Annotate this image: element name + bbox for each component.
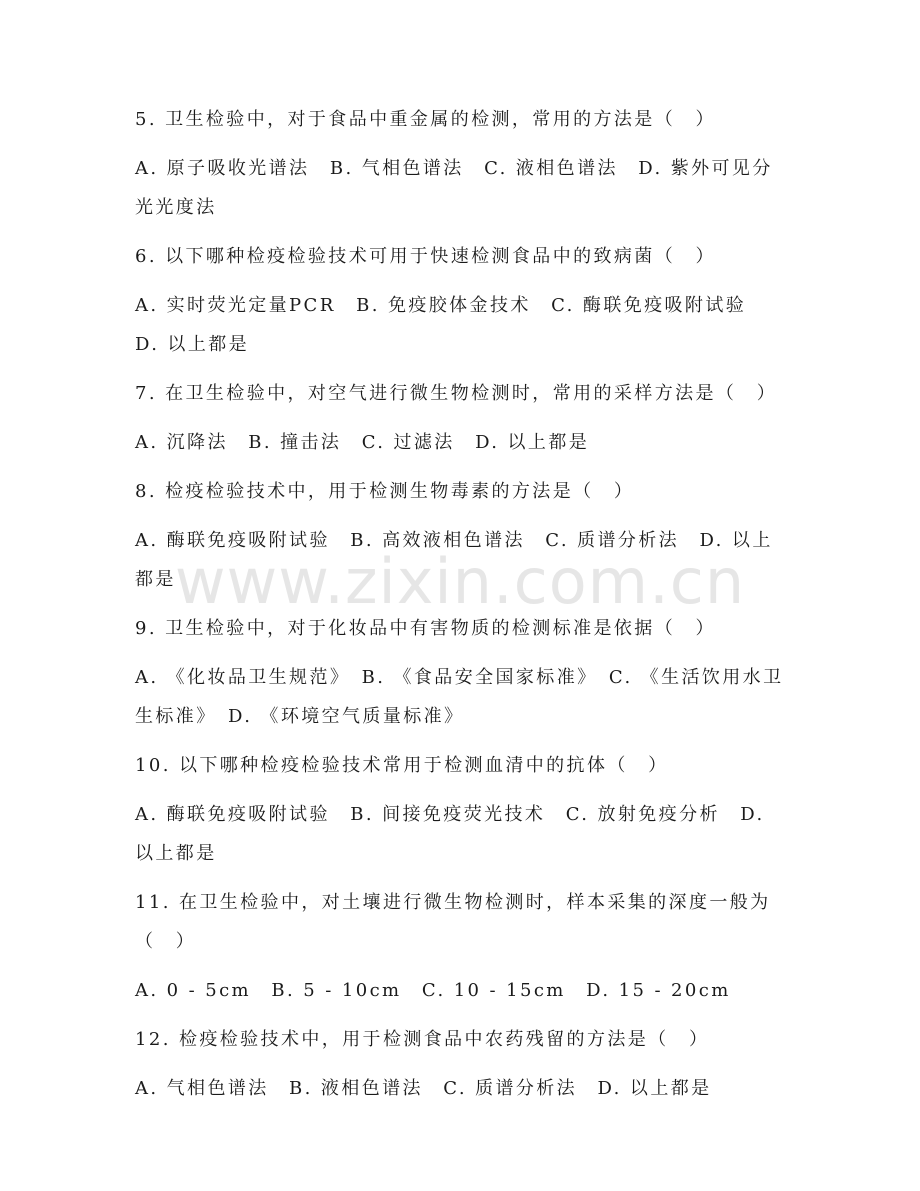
question-text: 8. 检疫检验技术中，用于检测生物毒素的方法是（ ） [135,481,635,502]
question-block-9 [135,609,785,736]
question-text: 7. 在卫生检验中，对空气进行微生物检测时，常用的采样方法是（ ） [135,383,778,404]
question-text: 6. 以下哪种检疫检验技术可用于快速检测食品中的致病菌（ ） [135,246,716,267]
question-options: A. 气相色谱法 B. 液相色谱法 C. 质谱分析法 D. 以上都是 [135,1078,712,1099]
question-block-12 [135,1020,785,1108]
question-block-10 [135,746,785,873]
question-options: A. 原子吸收光谱法 B. 气相色谱法 C. 液相色谱法 D. 紫外可见分光光度法 [135,158,773,218]
question-block-7 [135,374,785,462]
question-text: 10. 以下哪种检疫检验技术常用于检测血清中的抗体（ ） [135,755,669,776]
question-text: 12. 检疫检验技术中，用于检测食品中农药残留的方法是（ ） [135,1029,710,1050]
watermark: www.zixin.com.cn [174,545,746,618]
question-options: A. 沉降法 B. 撞击法 C. 过滤法 D. 以上都是 [135,432,590,453]
question-options: A. 酶联免疫吸附试验 B. 高效液相色谱法 C. 质谱分析法 D. 以上都是 [135,530,773,590]
question-block-5 [135,100,785,227]
question-block-8 [135,472,785,599]
question-options: A. 酶联免疫吸附试验 B. 间接免疫荧光技术 C. 放射免疫分析 D. 以上都是 [135,804,765,864]
question-options: A. 0 - 5cm B. 5 - 10cm C. 10 - 15cm D. 15 - 20cm [135,980,731,1001]
question-text: 5. 卫生检验中，对于食品中重金属的检测，常用的方法是（ ） [135,109,716,130]
question-block-6 [135,237,785,364]
question-text: 9. 卫生检验中，对于化妆品中有害物质的检测标准是依据（ ） [135,618,716,639]
question-text: 11. 在卫生检验中，对土壤进行微生物检测时，样本采集的深度一般为（ ） [135,892,771,952]
question-block-11 [135,883,785,1010]
question-options: A. 实时荧光定量PCR B. 免疫胶体金技术 C. 酶联免疫吸附试验 D. 以上都是 [135,295,767,355]
question-options: A. 《化妆品卫生规范》 B. 《食品安全国家标准》 C. 《生活饮用水卫生标准》 D. 《环境空气质量标准》 [135,667,784,727]
document-page [135,100,785,1118]
